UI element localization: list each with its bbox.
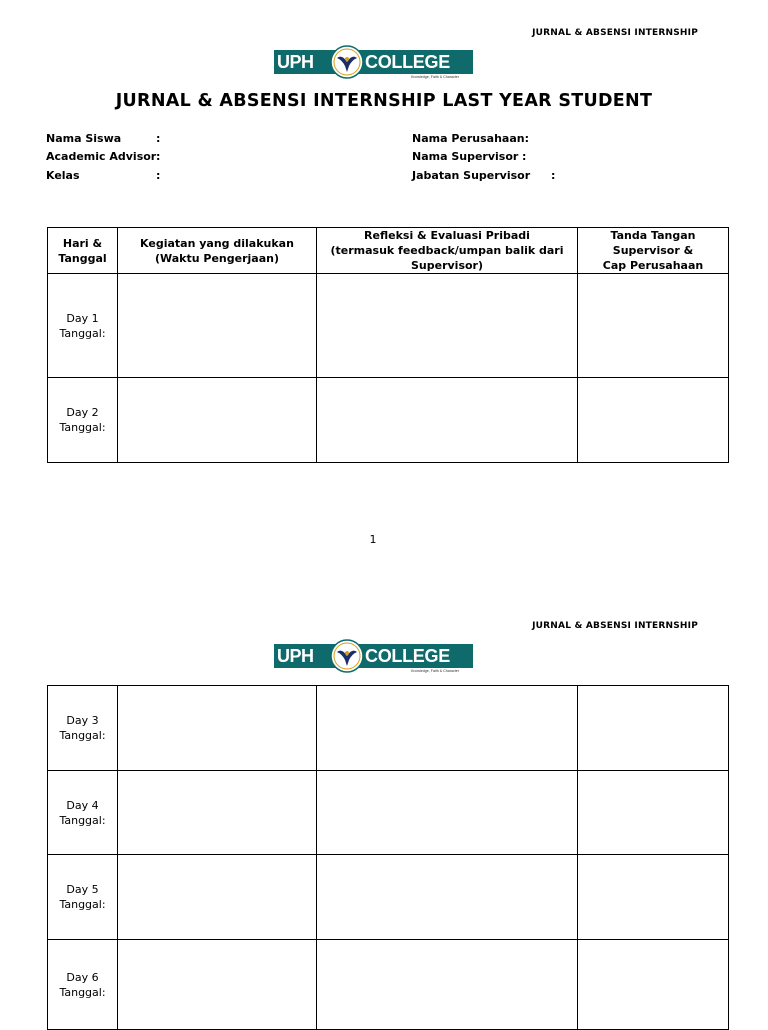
header-kegiatan: Kegiatan yang dilakukan (Waktu Pengerjaan) (118, 228, 317, 274)
day-label: Day 5 (66, 883, 99, 896)
day-label: Day 3 (66, 714, 99, 727)
field-label: Jabatan Supervisor (412, 169, 531, 182)
running-header: JURNAL & ABSENSI INTERNSHIP (532, 621, 698, 631)
kegiatan-cell[interactable] (118, 940, 317, 1030)
page-number: 1 (369, 533, 377, 546)
signature-cell[interactable] (578, 855, 729, 940)
signature-cell[interactable] (578, 378, 729, 463)
field-jabatan-supervisor (412, 169, 556, 182)
field-colon: : (156, 132, 161, 145)
refleksi-cell[interactable] (317, 274, 578, 378)
field-colon: : (524, 132, 530, 145)
day-cell (48, 771, 118, 855)
table-header-row (48, 228, 729, 274)
running-header: JURNAL & ABSENSI INTERNSHIP (532, 28, 698, 38)
day-cell (48, 378, 118, 463)
logo-college-text: COLLEGE (365, 646, 450, 666)
refleksi-cell[interactable] (317, 686, 578, 771)
uph-college-logo (274, 45, 473, 81)
field-label: Nama Siswa (46, 132, 122, 145)
table-row (48, 686, 729, 771)
signature-cell[interactable] (578, 771, 729, 855)
logo-tagline: Knowledge, Faith & Character (411, 75, 459, 79)
field-nama-supervisor (412, 150, 527, 163)
logo-college-text: COLLEGE (365, 52, 450, 72)
field-label: Academic Advisor (46, 150, 157, 163)
field-colon: : (522, 150, 527, 163)
uph-college-logo (274, 639, 473, 675)
journal-table-page1 (47, 227, 729, 463)
field-nama-perusahaan (412, 132, 529, 145)
field-academic-advisor (46, 150, 161, 163)
kegiatan-cell[interactable] (118, 855, 317, 940)
header-tanda-tangan: Tanda Tangan Supervisor & Cap Perusahaan (578, 228, 729, 274)
kegiatan-cell[interactable] (118, 378, 317, 463)
signature-cell[interactable] (578, 940, 729, 1030)
field-nama-siswa (46, 132, 161, 145)
logo-uph-text: UPH (277, 52, 314, 72)
table-row (48, 940, 729, 1030)
field-colon: : (156, 169, 161, 182)
table-row (48, 855, 729, 940)
journal-table-page2 (47, 685, 729, 1030)
header-hari-tanggal: Hari & Tanggal (48, 228, 118, 274)
refleksi-cell[interactable] (317, 378, 578, 463)
eagle-emblem-icon (330, 639, 364, 673)
signature-cell[interactable] (578, 686, 729, 771)
date-label: Tanggal: (59, 326, 106, 340)
field-label: Nama Perusahaan (412, 132, 525, 145)
logo-uph-text: UPH (277, 646, 314, 666)
day-cell (48, 686, 118, 771)
field-label: Nama Supervisor (412, 150, 519, 163)
field-colon: : (156, 150, 161, 163)
header-refleksi: Refleksi & Evaluasi Pribadi (termasuk feedback/umpan balik dari Supervisor) (317, 228, 578, 274)
date-label: Tanggal: (59, 898, 106, 911)
refleksi-cell[interactable] (317, 940, 578, 1030)
table-row (48, 378, 729, 463)
day-label: Day 1 (66, 311, 99, 325)
kegiatan-cell[interactable] (118, 274, 317, 378)
kegiatan-cell[interactable] (118, 686, 317, 771)
day-cell (48, 940, 118, 1030)
field-colon: : (551, 169, 556, 182)
field-kelas (46, 169, 161, 182)
document-title: JURNAL & ABSENSI INTERNSHIP LAST YEAR STUDENT (115, 91, 653, 111)
day-label: Day 4 (66, 798, 99, 812)
kegiatan-cell[interactable] (118, 771, 317, 855)
date-label: Tanggal: (59, 813, 106, 827)
date-label: Tanggal: (59, 985, 106, 999)
day-cell (48, 855, 118, 940)
date-label: Tanggal: (59, 421, 106, 434)
day-label: Day 2 (66, 406, 99, 419)
refleksi-cell[interactable] (317, 771, 578, 855)
table-row (48, 274, 729, 378)
signature-cell[interactable] (578, 274, 729, 378)
day-cell (48, 274, 118, 378)
table-row (48, 771, 729, 855)
refleksi-cell[interactable] (317, 855, 578, 940)
day-label: Day 6 (66, 970, 99, 984)
eagle-emblem-icon (330, 45, 364, 79)
field-label: Kelas (46, 169, 80, 182)
date-label: Tanggal: (59, 729, 106, 742)
logo-tagline: Knowledge, Faith & Character (411, 669, 459, 673)
